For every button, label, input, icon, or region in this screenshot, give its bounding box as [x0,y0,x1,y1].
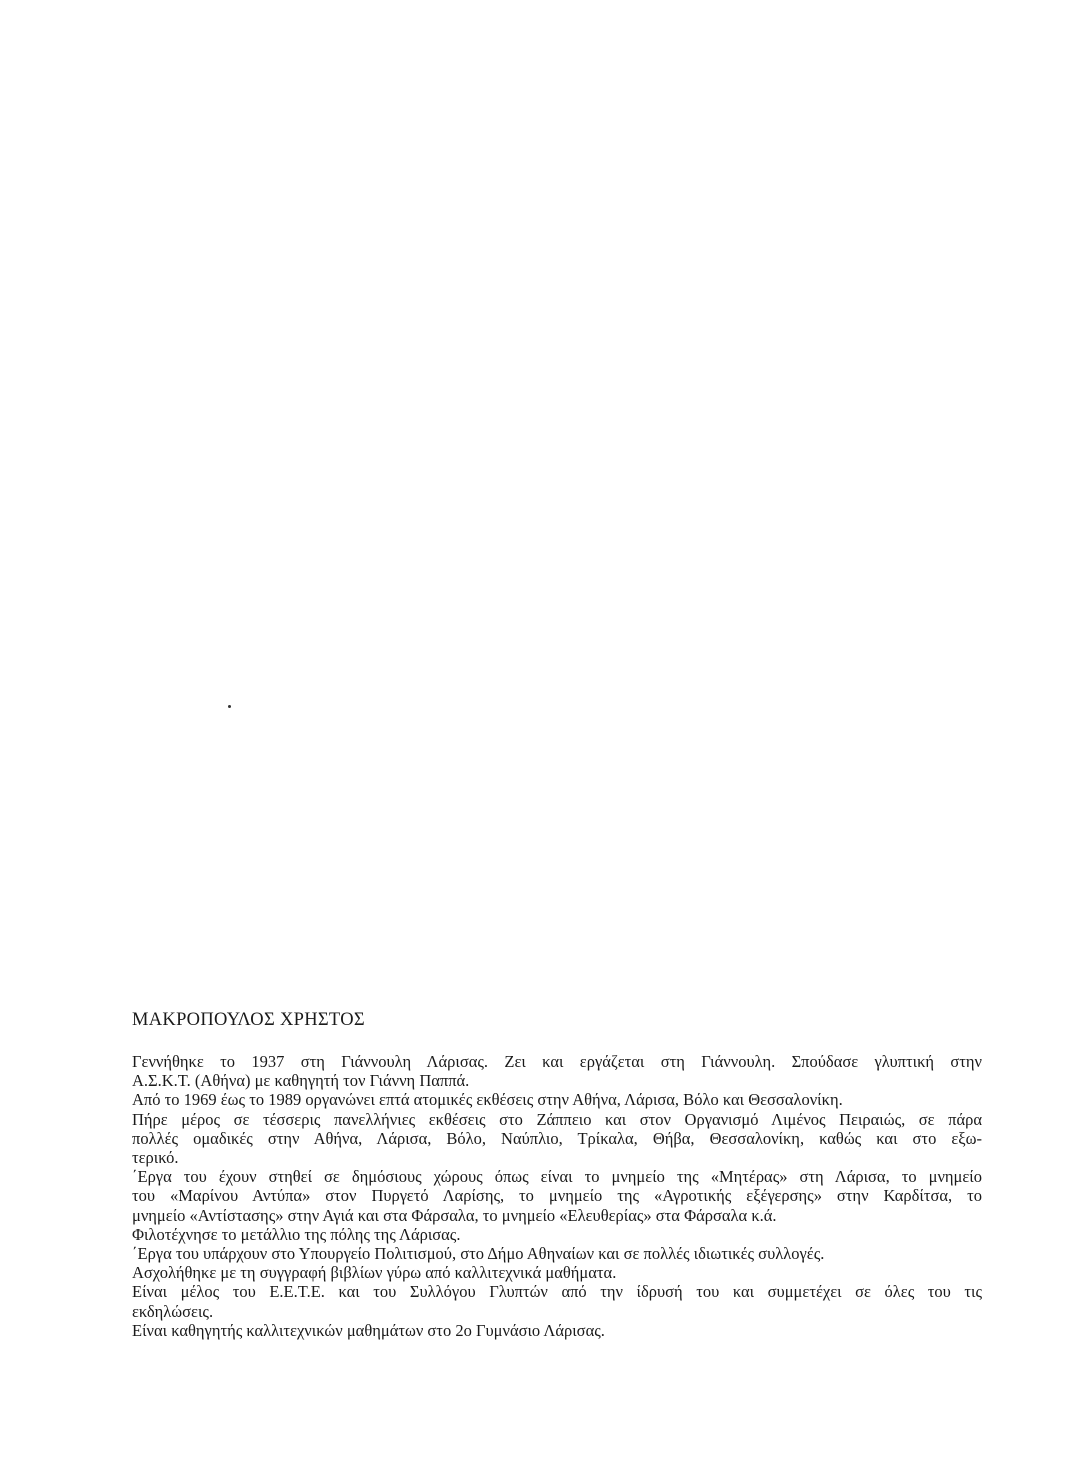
text-line: Είναι καθηγητής καλλιτεχνικών μαθημάτων στο 2ο Γυμνάσιο Λάρισας. [132,1320,605,1340]
text-line: Πήρε μέρος σε τέσσερις πανελλήνιες εκθέσεις στο Ζάππειο και στον Οργανισμό Λιμένος Πειραιώς, σε πάρα [132,1109,982,1129]
text-line: του «Μαρίνου Αντύπα» στον Πυργετό Λαρίσης, το μνημείο της «Αγροτικής εξέγερσης» στην Καρδίτσα, το [132,1186,982,1206]
paper-speck [228,705,231,708]
text-line: Α.Σ.Κ.Τ. (Αθήνα) με καθηγητή τον Γιάννη Παππά. [132,1071,470,1091]
text-line: τερικό. [132,1148,179,1168]
text-line: μνημείο «Αντίστασης» στην Αγιά και στα Φάρσαλα, το μνημείο «Ελευθερίας» στα Φάρσαλα κ.ά. [132,1205,777,1225]
biography-block [132,1008,982,1340]
text-line: Φιλοτέχνησε το μετάλλιο της πόλης της Λάρισας. [132,1224,461,1244]
text-line: Είναι μέλος του Ε.Ε.Τ.Ε. και του Συλλόγου Γλυπτών από την ίδρυσή του και συμμετέχει σε όλες του τις [132,1282,982,1302]
text-line: Γεννήθηκε το 1937 στη Γιάννουλη Λάρισας. Ζει και εργάζεται στη Γιάννουλη. Σπούδασε γλυπτική στην [132,1052,982,1071]
text-line: Ασχολήθηκε με τη συγγραφή βιβλίων γύρω από καλλιτεχνικά μαθήματα. [132,1263,617,1283]
text-line: ΄Εργα του υπάρχουν στο Υπουργείο Πολιτισμού, στο Δήμο Αθηναίων και σε πολλές ιδιωτικές συλλογές. [132,1244,825,1264]
text-line: εκδηλώσεις. [132,1301,214,1321]
biography-text [132,1052,982,1340]
text-line: πολλές ομαδικές στην Αθήνα, Λάρισα, Βόλο, Ναύπλιο, Τρίκαλα, Θήβα, Θεσσαλονίκη, καθώς και στο εξω- [132,1128,982,1148]
text-line: Από το 1969 έως το 1989 οργανώνει επτά ατομικές εκθέσεις στην Αθήνα, Λάρισα, Βόλο και Θεσσαλονίκη. [132,1090,843,1110]
biography-heading: ΜΑΚΡΟΠΟΥΛΟΣ ΧΡΗΣΤΟΣ [132,1010,365,1030]
text-line: ΄Εργα του έχουν στηθεί σε δημόσιους χώρους όπως είναι το μνημείο της «Μητέρας» στη Λάρισα, το μνημείο [132,1167,982,1187]
